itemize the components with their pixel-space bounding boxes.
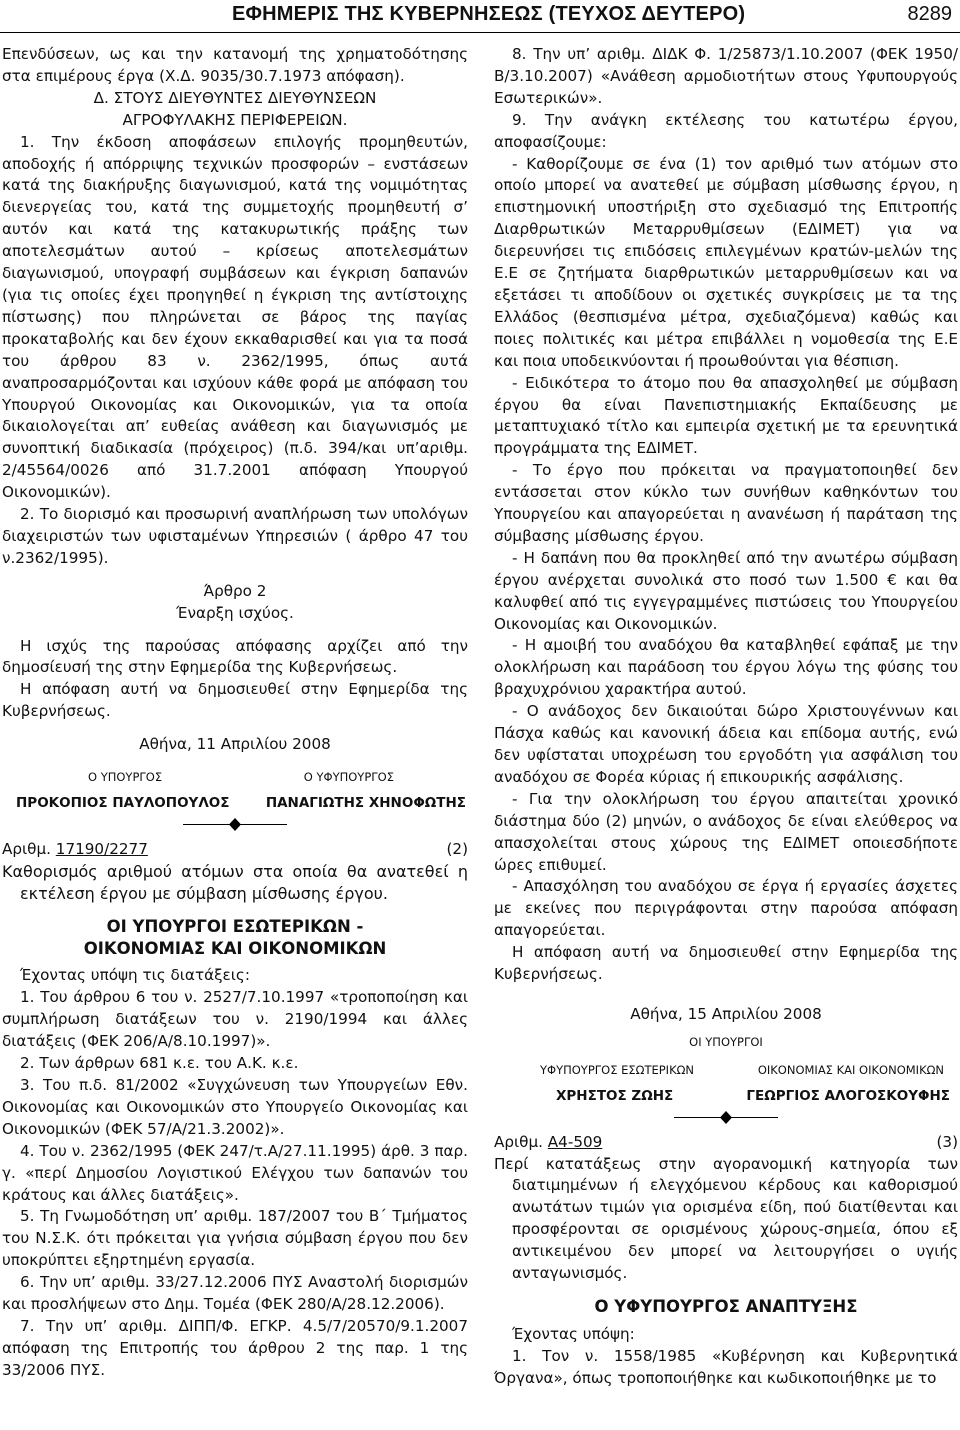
decision-title: Περί κατατάξεως στην αγορανομική κατηγορία των διατιμημένων ή ελεγχόμενου κέρδους και καθορισμού ανωτάτων τιμών για ορισμένα είδη, πού διατίθενται και προσφέρονται σε ορισμένους χώρους-σημεία, όπου εξ αντικειμένου δεν μπορεί να λειτουργήσει ο υγιής ανταγωνισμός.: [494, 1154, 958, 1283]
provision-item: 8. Την υπ’ αριθμ. ΔΙΔΚ Φ. 1/25873/1.10.2007 (ΦΕΚ 1950/Β/3.10.2007) «Ανάθεση αρμοδιοτήτων στους Υφυπουργούς Εσωτερικών».: [494, 45, 958, 107]
decision-point: - Ο ανάδοχος δεν δικαιούται δώρο Χριστουγέννων και Πάσχα καθώς και κανονική άδεια και επίδομα αυτής, ενώ δεν υφίσταται υποχρέωση του εργοδότη για ασφάλιση του αναδόχου σε Φορέα κύριας ή επικουρικής ασφάλισης.: [494, 702, 958, 786]
spacer: [2, 625, 468, 636]
signatory-name: ΓΕΩΡΓΙΟΣ ΑΛΟΓΟΣΚΟΥΦΗΣ: [746, 1087, 950, 1104]
paragraph: 1. Την έκδοση αποφάσεων επιλογής προμηθευτών, αποδοχής ή απόρριψης τεχνικών προσφορών – ενστάσεων κατά της διακήρυξης διαγωνισμού, κατά της νομιμότητας διενεργείας του, κατά της συμμετοχής προμηθευτή σ’ αυτόν και κατά της κατακυρωτικής πράξης των αποτελεσμάτων αυτού – κρίσεως αποτελεσμάτων διαγωνισμού, υπογραφή συμβάσεων και έγκριση δαπανών (για τις οποίες έχει προηγηθεί η έγκριση της αντίστοιχης πίστωσης) που πληρώνεται σε βάρος της παγίας προκαταβολής και δεν έχουν εκκαθαρισθεί και για τα ποσά του άρθρου 83 ν. 2362/1995, όπως αυτά αναπροσαρμόζονται και ισχύουν κάθε φορά με απόφαση του Υπουργού Οικονομίας και Οικονομικών, για τα οποία δικαιολογείται απ’ ευθείας ανάθεση και διαγωνισμός με συνοπτική διαδικασία (πρόχειρος) (π.δ. 394/και υπ’αριθμ. 2/45564/0026 από 31.7.2001 απόφαση Υπουργού Οικονομικών).: [2, 132, 468, 502]
article-title: Έναρξη ισχύος.: [176, 603, 294, 622]
provision-item: 7. Την υπ’ αριθμ. ΔΙΠΠ/Φ. ΕΓΚΡ. 4.5/7/20570/9.1.2007 απόφαση της Επιτροπής του άρθρου 2 της παρ. 1 της 33/2006 ΠΥΣ.: [2, 1316, 468, 1379]
provision-item: 1. Τον ν. 1558/1985 «Κυβέρνηση και Κυβερνητικά Όργανα», όπως τροποποιήθηκε και κωδικοποιήθηκε με το: [494, 1346, 958, 1387]
decision-point: - Το έργο που πρόκειται να πραγματοποιηθεί δεν εντάσσεται στον κύκλο των συνήθων καθηκόντων του Υπουργείου και απαγορεύεται η ανανέωση ή παράταση της σύμβασης μίσθωσης έργου.: [494, 461, 958, 545]
decision-number: Α4-509: [547, 1132, 603, 1151]
page-number: 8289: [907, 3, 952, 25]
paragraph: 2. Το διορισμό και προσωρινή αναπλήρωση των υπολόγων διαχειριστών των υφισταμένων Υπηρεσιών ( άρθρο 47 του ν.2362/1995).: [2, 505, 468, 567]
ministers-heading: ΟΙ ΥΠΟΥΡΓΟΙ ΕΣΩΤΕΡΙΚΩΝ -: [106, 916, 364, 936]
section-heading: ΑΓΡΟΦΥΛΑΚΗΣ ΠΕΡΙΦΕΡΕΙΩΝ.: [122, 110, 348, 129]
decision-point: - Η δαπάνη που θα προκληθεί από την ανωτέρω σύμβαση έργου ανέρχεται συνολικά στο ποσό των 1.500 € και θα καλυφθεί από τις εγγεγραμμένες πιστώσεις του Υπουργείου Οικονομίας και Οικονομικών.: [494, 548, 958, 633]
signature-date: Αθήνα, 11 Απριλίου 2008: [139, 735, 331, 754]
signatory-name: ΧΡΗΣΤΟΣ ΖΩΗΣ: [556, 1087, 674, 1104]
spacer: [2, 756, 468, 767]
decision-number-line: [2, 839, 468, 861]
spacer: [494, 1285, 958, 1296]
signature-roles: [2, 767, 468, 789]
section-divider: [2, 817, 468, 833]
page-header: [0, 0, 960, 36]
spacer: [2, 905, 468, 916]
paragraph: Η απόφαση αυτή να δημοσιευθεί στην Εφημερίδα της Κυβερνήσεως.: [2, 680, 468, 721]
diamond-icon: [229, 818, 241, 831]
signature-date: Αθήνα, 15 Απριλίου 2008: [630, 1004, 822, 1023]
signatory-role: Ο ΥΦΥΠΟΥΡΓΟΣ: [303, 770, 394, 785]
decision-point: - Για την ολοκλήρωση του έργου απαιτείται χρονικό διάστημα δύο (2) μηνών, ο ανάδοχος δε είναι ελεύθερος να απασχολείται στους χώρους της ΕΔΙΜΕΤ οποιεσδήποτε ώρες επιθυμεί.: [494, 789, 958, 874]
signature-names: [2, 789, 468, 815]
signatory-name: ΠΡΟΚΟΠΙΟΣ ΠΑΥΛΟΠΟΥΛΟΣ: [16, 795, 230, 811]
paragraph: Επενδύσεων, ως και την κατανομή της χρηματοδότησης στα επιμέρους έργα (Χ.Δ. 9035/30.7.1973 απόφαση).: [2, 45, 468, 85]
provision-item: 2. Των άρθρων 681 κ.ε. του Α.Κ. κ.ε.: [20, 1054, 299, 1073]
section-divider: [494, 1110, 958, 1126]
article-number: Άρθρο 2: [203, 581, 267, 600]
provision-item: 1. Του άρθρου 6 του ν. 2527/7.10.1997 «τροποποίηση και συμπλήρωση διατάξεων του ν. 2190/1994 και άλλες διατάξεις (ΦΕΚ 206/Α/8.10.1997)».: [2, 988, 468, 1051]
header-rule: [0, 32, 960, 33]
decision-point: - Ειδικότερα το άτομο που θα απασχοληθεί με σύμβαση έργου θα είναι Πανεπιστημιακής Εκπαίδευσης με μεταπτυχιακό τίτλο και εμπειρία σχετική με τα ερευνητικά προγράμματα της ΕΔΙΜΕΤ.: [494, 373, 958, 458]
signatory-role: Ο ΥΠΟΥΡΓΟΣ: [88, 770, 163, 785]
decision-number: 17190/2277: [55, 839, 148, 858]
decision-prefix: Αριθμ.: [2, 839, 51, 858]
provision-item: 9. Την ανάγκη εκτέλεσης του κατωτέρω έργου, αποφασίζουμε:: [494, 110, 958, 151]
spacer: [2, 723, 468, 734]
provision-item: 5. Τη Γνωμοδότηση υπ’ αριθμ. 187/2007 του Β΄ Τμήματος του Ν.Σ.Κ. ότι πρόκειται για γνήσια σύμβαση έργου που δεν υποκρύπτει εξηρτημένη εργασία.: [2, 1207, 468, 1270]
considering-line: Έχοντας υπόψη τις διατάξεις:: [20, 966, 250, 985]
paragraph: Η απόφαση αυτή να δημοσιευθεί στην Εφημερίδα της Κυβερνήσεως.: [494, 943, 958, 984]
spacer: [2, 570, 468, 581]
decision-point: - Καθορίζουμε σε ένα (1) τον αριθμό των ατόμων στο οποίο μπορεί να ανατεθεί με σύμβαση μίσθωσης έργου, η επιστημονική υποστήριξη στο σχεδιασμό της Επιτροπής Διαρθρωτικών Μεταρρυθμίσεων (ΕΔΙΜΕΤ) για να διερευνήσει τις επιδόσεις επιλεγμένων κρατών-μελών της Ε.Ε σε ζητήματα διαρθρωτικών μεταρρυθμίσεων και να εξετάσει τι αποδίδουν οι σχετικές συγκρίσεις με τα της Ελλάδος (θεσπισμένα μέτρα, σχεδιαζόμενα) καθώς και ποιες πολιτικές και μέτρα επιβάλλει η νομοθεσία της Ε.Ε και ποια υποδεικνύονται ή προωθούνται για θέσπιση.: [494, 154, 958, 370]
spacer: [494, 986, 958, 1004]
decision-point: - Απασχόληση του αναδόχου σε έργα ή εργασίες άσχετες με εκείνες που περιγράφονται στην παρούσα απόφαση απαγορεύεται.: [494, 877, 958, 940]
provision-item: 6. Την υπ’ αριθμ. 33/27.12.2006 ΠΥΣ Αναστολή διορισμών και προσλήψεων στο Δημ. Τομέα (ΦΕΚ 280/Α/28.12.2006).: [2, 1273, 468, 1314]
section-heading: Δ. ΣΤΟΥΣ ΔΙΕΥΘΥΝΤΕΣ ΔΙΕΥΘΥΝΣΕΩΝ: [93, 88, 377, 107]
minister-heading: Ο ΥΦΥΠΟΥΡΓΟΣ ΑΝΑΠΤΥΞΗΣ: [594, 1296, 858, 1316]
signature-names: [494, 1082, 958, 1108]
considering-line: Έχοντας υπόψη:: [512, 1324, 635, 1343]
right-column: [494, 44, 958, 1390]
decision-title: Καθορισμός αριθμού ατόμων στα οποία θα ανατεθεί η εκτέλεση έργου με σύμβαση μίσθωσης έργου.: [2, 861, 468, 903]
gazette-title: ΕΦΗΜΕΡΙΣ ΤΗΣ ΚΥΒΕΡΝΗΣΕΩΣ (ΤΕΥΧΟΣ ΔΕΥΤΕΡΟ): [232, 3, 746, 25]
provision-item: 3. Του π.δ. 81/2002 «Συγχώνευση των Υπουργείων Εθν. Οικονομίας και Οικονομικών στο Υπουργείο Οικονομίας και Οικονομικών (ΦΕΚ 57/Α/21.3.2002)».: [2, 1075, 468, 1138]
left-column: [2, 44, 468, 1382]
decision-number-line: [494, 1132, 958, 1154]
ministers-heading: ΟΙΚΟΝΟΜΙΑΣ ΚΑΙ ΟΙΚΟΝΟΜΙΚΩΝ: [83, 938, 387, 958]
paragraph: Η ισχύς της παρούσας απόφασης αρχίζει από την δημοσίευσή της στην Εφημερίδα της Κυβερνήσεως.: [2, 636, 468, 677]
diamond-icon: [720, 1111, 732, 1124]
ministers-label: ΟΙ ΥΠΟΥΡΓΟΙ: [689, 1034, 763, 1049]
decision-point: - Η αμοιβή του αναδόχου θα καταβληθεί εφάπαξ με την ολοκλήρωση και παράδοση του έργου λόγω της φύσης του βραχυχρόνιου χαρακτήρα αυτού.: [494, 636, 958, 699]
decision-sequence: (2): [446, 839, 468, 858]
signature-roles: [494, 1060, 958, 1082]
signatory-role: ΟΙΚΟΝΟΜΙΑΣ ΚΑΙ ΟΙΚΟΝΟΜΙΚΩΝ: [757, 1062, 944, 1077]
signatory-name: ΠΑΝΑΓΙΩΤΗΣ ΧΗΝΟΦΩΤΗΣ: [265, 795, 466, 811]
decision-sequence: (3): [936, 1132, 958, 1151]
provision-item: 4. Του ν. 2362/1995 (ΦΕΚ 247/τ.Α/27.11.1995) άρθ. 3 παρ. γ. «περί Δημοσίου Λογιστικού Ελέγχου των δαπανών του κράτους και άλλες διατάξεις».: [2, 1141, 468, 1204]
decision-prefix: Αριθμ.: [494, 1132, 543, 1151]
signatory-role: ΥΦΥΠΟΥΡΓΟΣ ΕΣΩΤΕΡΙΚΩΝ: [540, 1062, 695, 1077]
